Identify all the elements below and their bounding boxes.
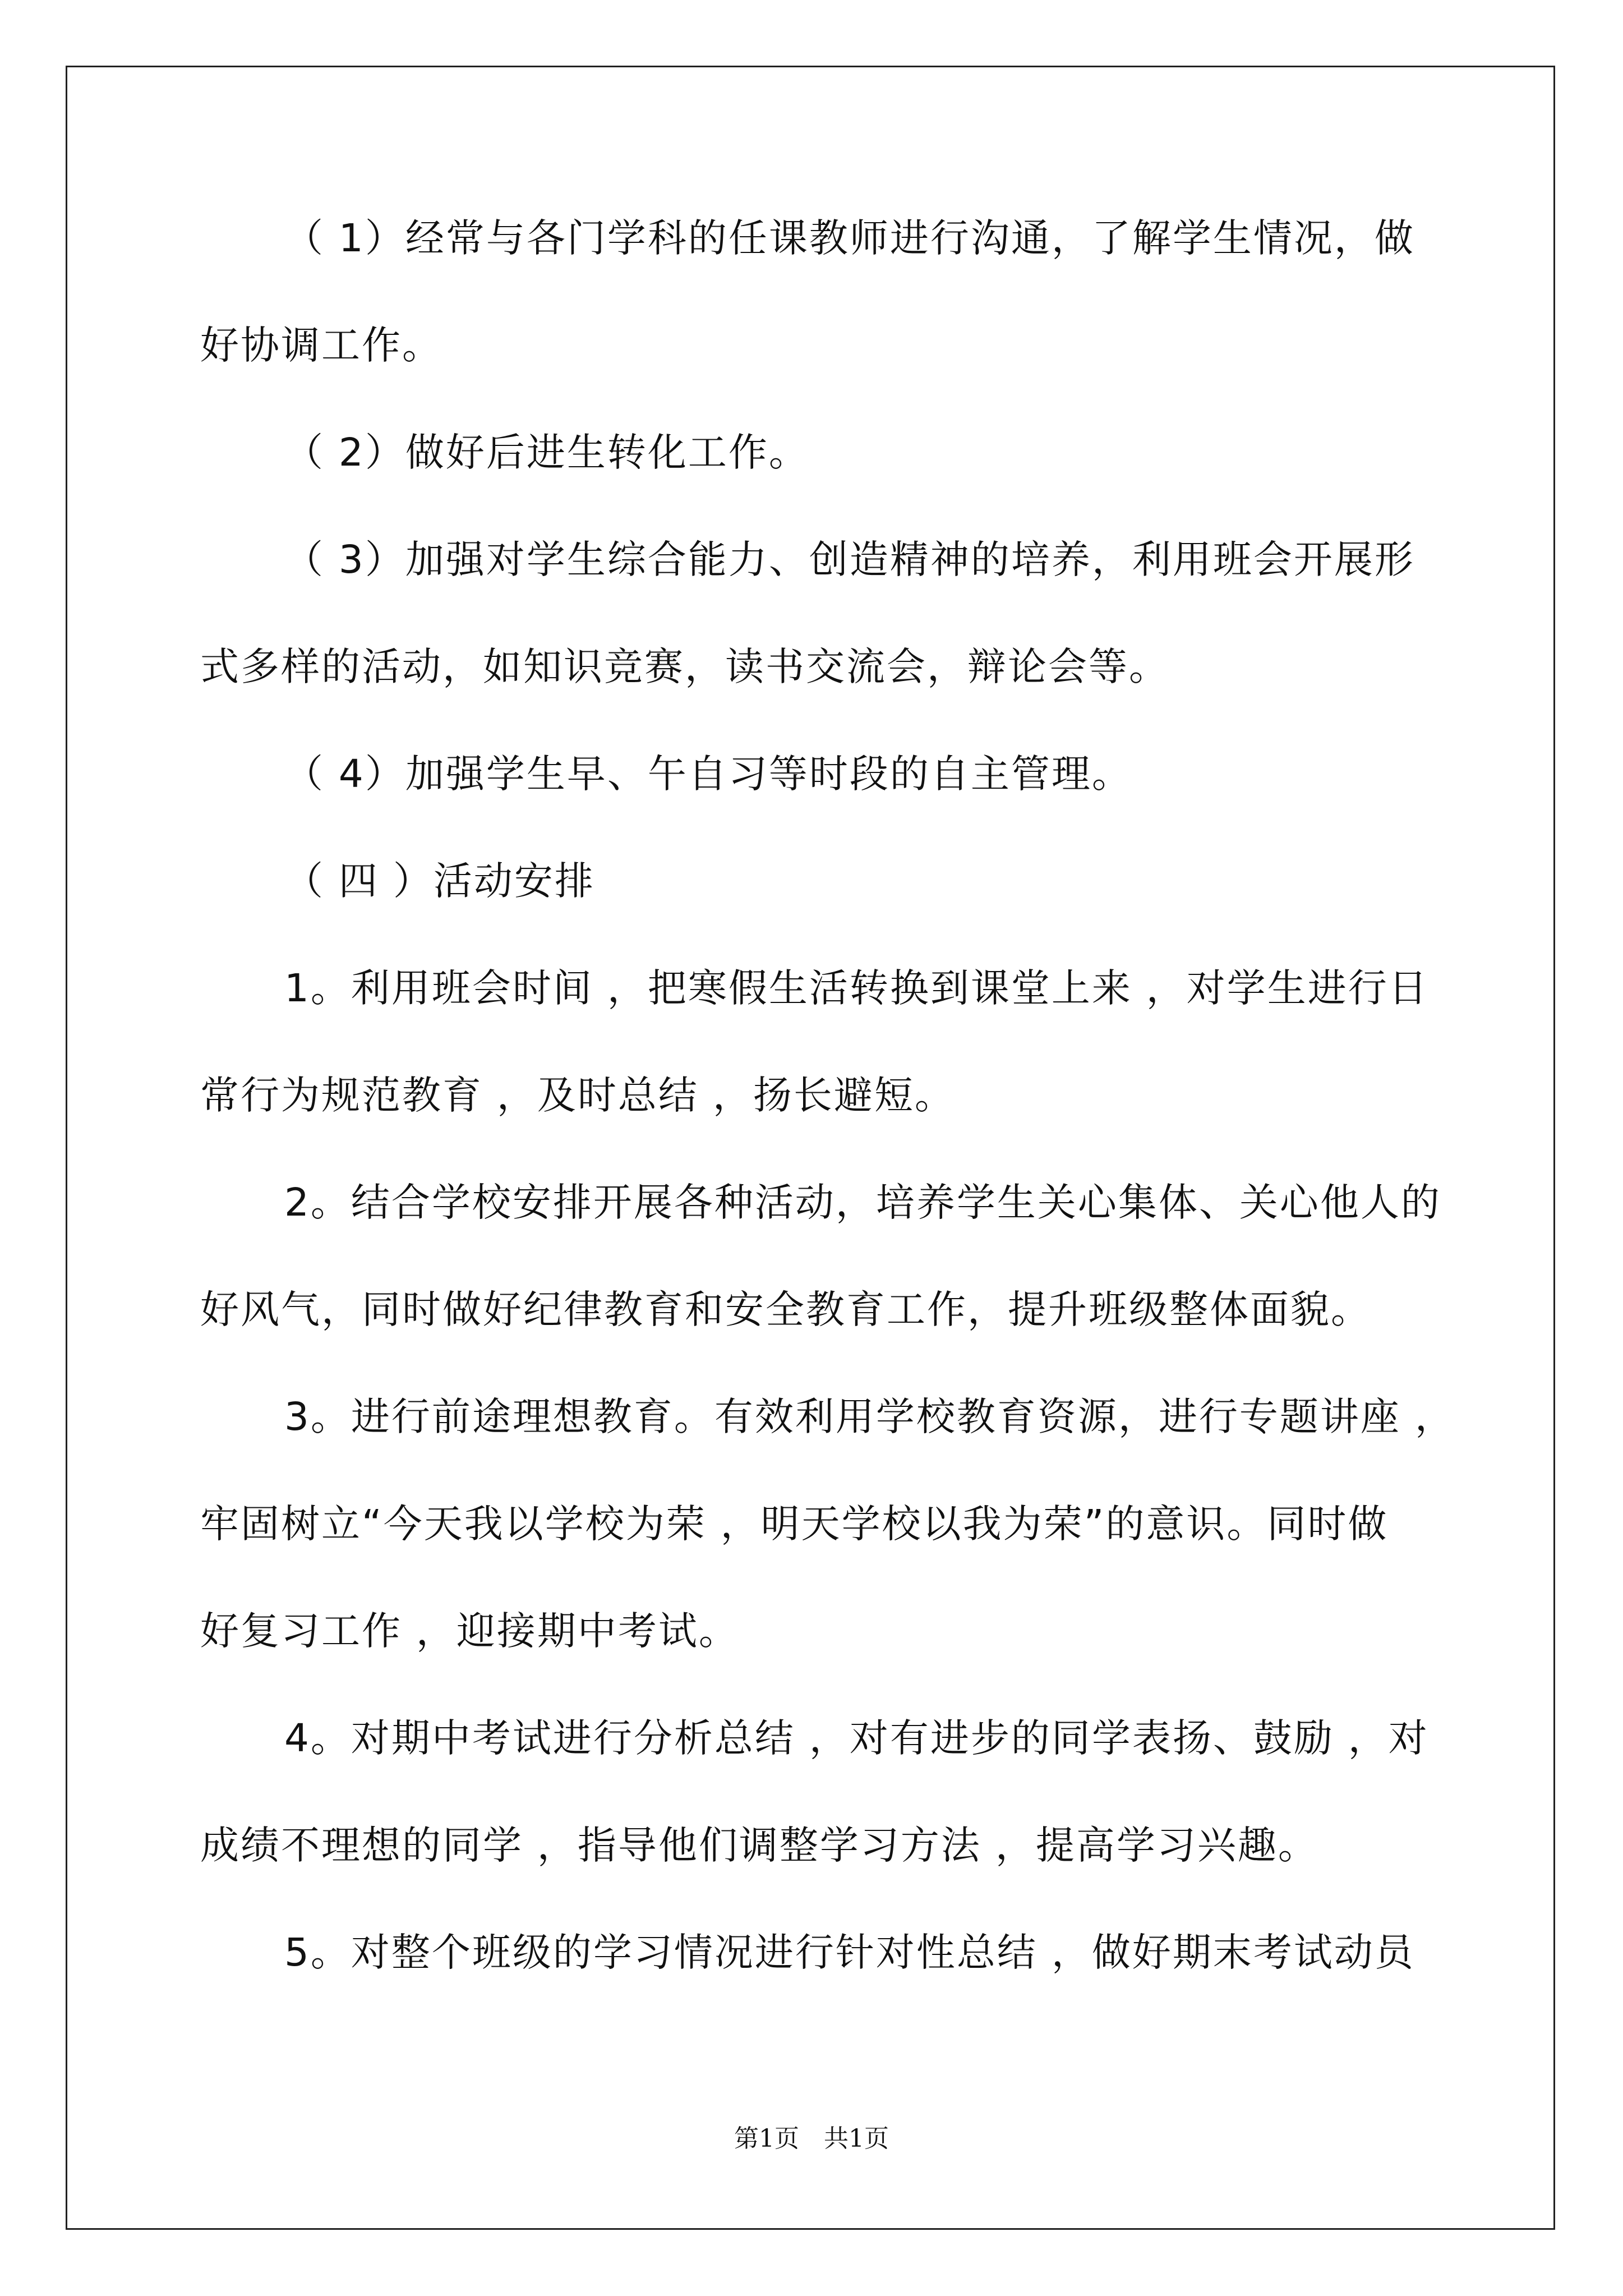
text-line: 4。对期中考试进行分析总结 ，对有进步的同学表扬、鼓励 ，对 bbox=[284, 1716, 1429, 1761]
text-line: （ 2）做好后进生转化工作。 bbox=[284, 430, 809, 475]
text-line: （ 3）加强对学生综合能力、创造精神的培养，利用班会开展形 bbox=[284, 537, 1415, 582]
text-line: 1。利用班会时间 ，把寒假生活转换到课堂上来 ，对学生进行日 bbox=[284, 966, 1429, 1011]
text-line: （ 四 ）活动安排 bbox=[284, 859, 595, 904]
page-footer: 第1页 共1页 bbox=[734, 2124, 889, 2153]
text-line: 常行为规范教育 ，及时总结 ，扬长避短。 bbox=[200, 1073, 955, 1118]
text-line: 好风气，同时做好纪律教育和安全教育工作，提升班级整体面貌。 bbox=[200, 1287, 1371, 1332]
page-border bbox=[66, 66, 1555, 2230]
text-line: 3。进行前途理想教育。有效利用学校教育资源，进行专题讲座 ， bbox=[284, 1395, 1455, 1439]
text-line: （ 1）经常与各门学科的任课教师进行沟通，了解学生情况，做 bbox=[284, 216, 1415, 261]
text-line: 好复习工作 ，迎接期中考试。 bbox=[200, 1609, 739, 1654]
text-line: 好协调工作。 bbox=[200, 323, 442, 368]
text-line: 牢固树立“今天我以学校为荣 ，明天学校以我为荣”的意识。同时做 bbox=[200, 1502, 1389, 1547]
text-line: 2。结合学校安排开展各种活动，培养学生关心集体、关心他人的 bbox=[284, 1180, 1441, 1225]
text-line: （ 4）加强学生早、午自习等时段的自主管理。 bbox=[284, 752, 1132, 797]
text-line: 式多样的活动，如知识竞赛，读书交流会，辩论会等。 bbox=[200, 645, 1169, 689]
text-line: 成绩不理想的同学 ，指导他们调整学习方法 ，提高学习兴趣。 bbox=[200, 1823, 1318, 1868]
text-line: 5。对整个班级的学习情况进行针对性总结 ，做好期末考试动员 bbox=[284, 1930, 1415, 1975]
